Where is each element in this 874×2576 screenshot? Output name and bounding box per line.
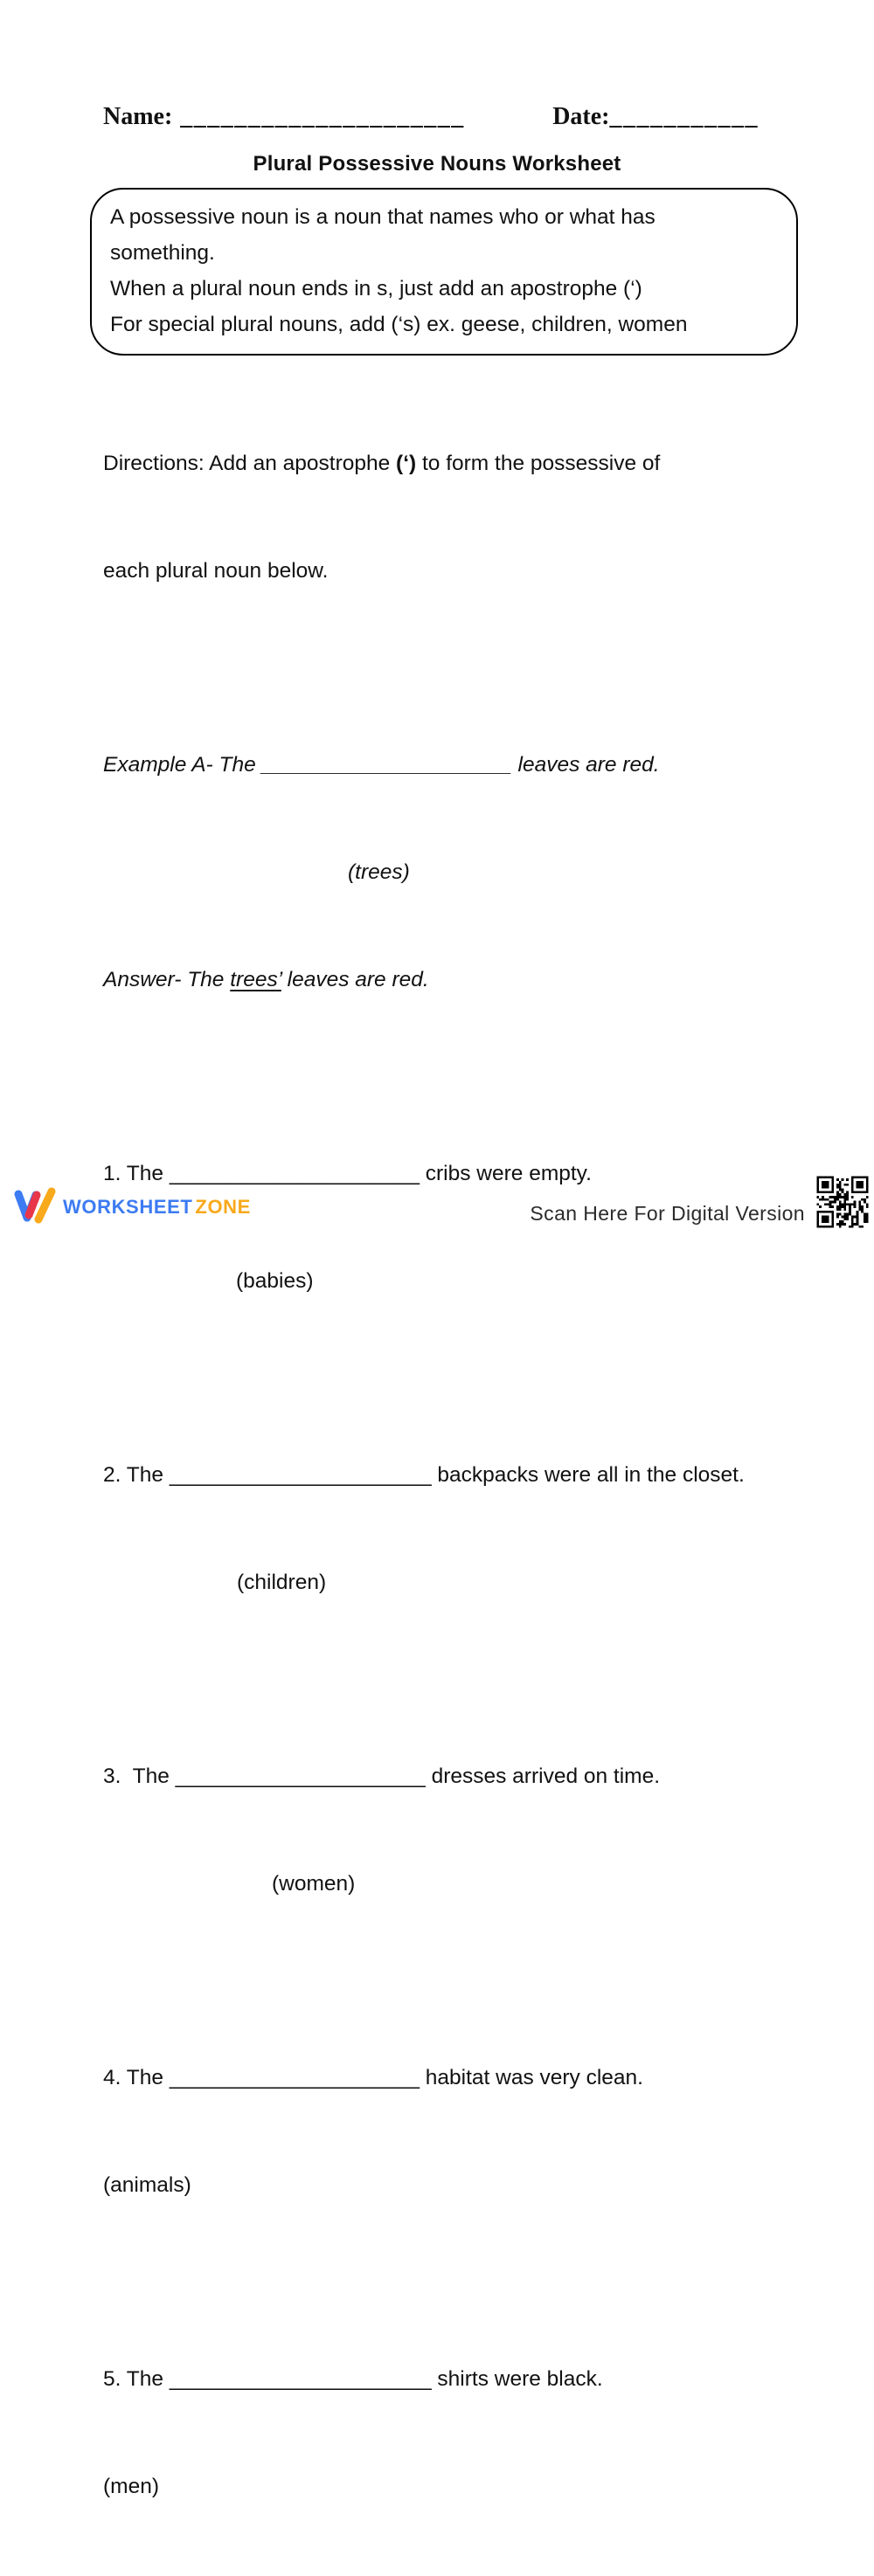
question-hint: (men) <box>103 2475 159 2498</box>
definition-line: For special plural nouns, add (‘s) ex. geese, children, women <box>110 313 688 336</box>
definition-line: When a plural noun ends in s, just add an apostrophe (‘) <box>110 277 642 300</box>
answer-blank: _____________________ <box>169 1162 420 1185</box>
definition-line: A possessive noun is a noun that names who or what has <box>110 205 656 229</box>
worksheetzone-logo-icon <box>14 1186 56 1229</box>
answer-blank: _____________________ <box>175 1765 426 1788</box>
example-answer: Answer- The trees’ leaves are red. <box>103 968 429 991</box>
answer-blank: ______________________ <box>169 1463 432 1487</box>
name-field <box>103 103 465 131</box>
question-4 <box>103 1988 797 2275</box>
apostrophe-emphasis: (‘) <box>396 452 417 475</box>
question-sentence: 5. The ______________________ shirts were black. <box>103 2367 603 2391</box>
example-hint: (trees) <box>348 860 410 884</box>
question-hint: (women) <box>272 1872 356 1896</box>
directions-line-1: Directions: Add an apostrophe (‘) to form the possessive of <box>103 452 661 475</box>
directions-line-2: each plural noun below. <box>103 559 329 583</box>
answer-blank: ______________________ <box>169 2367 432 2391</box>
answer-word: trees’ <box>230 968 281 991</box>
question-2 <box>103 1385 797 1672</box>
question-5 <box>103 2289 797 2576</box>
question-sentence: 4. The _____________________ habitat was very clean. <box>103 2066 643 2089</box>
date-blank: ___________ <box>609 103 759 130</box>
question-hint: (babies) <box>236 1269 314 1293</box>
header-row <box>103 103 759 131</box>
example-blank: _____________________ <box>261 753 512 777</box>
definition-box <box>90 188 798 356</box>
date-field <box>552 103 759 131</box>
page-title: Plural Possessive Nouns Worksheet <box>253 152 621 176</box>
definition-line: something. <box>110 241 215 265</box>
answer-blank: _____________________ <box>169 2066 420 2089</box>
question-3 <box>103 1687 797 1973</box>
worksheetzone-logo <box>14 1186 251 1229</box>
example-block <box>103 675 797 1069</box>
example-prompt: Example A- The _____________________ leaves are red. <box>103 753 660 777</box>
question-sentence: 3. The _____________________ dresses arrived on time. <box>103 1765 661 1788</box>
name-label: Name: <box>103 103 173 130</box>
question-hint: (children) <box>237 1571 327 1594</box>
scan-label: Scan Here For Digital Version <box>530 1202 805 1225</box>
qr-code <box>815 1175 870 1229</box>
question-sentence: 2. The ______________________ backpacks were all in the closet. <box>103 1463 745 1487</box>
directions <box>103 374 797 660</box>
logo-wordmark: WORKSHEET ZONE <box>63 1195 251 1218</box>
question-hint: (animals) <box>103 2173 191 2197</box>
name-blank: _____________________ <box>180 103 465 130</box>
footer <box>0 1169 874 1233</box>
footer-right <box>530 1175 870 1229</box>
question-sentence: 1. The _____________________ cribs were empty. <box>103 1162 592 1185</box>
date-label: Date: <box>552 103 610 130</box>
